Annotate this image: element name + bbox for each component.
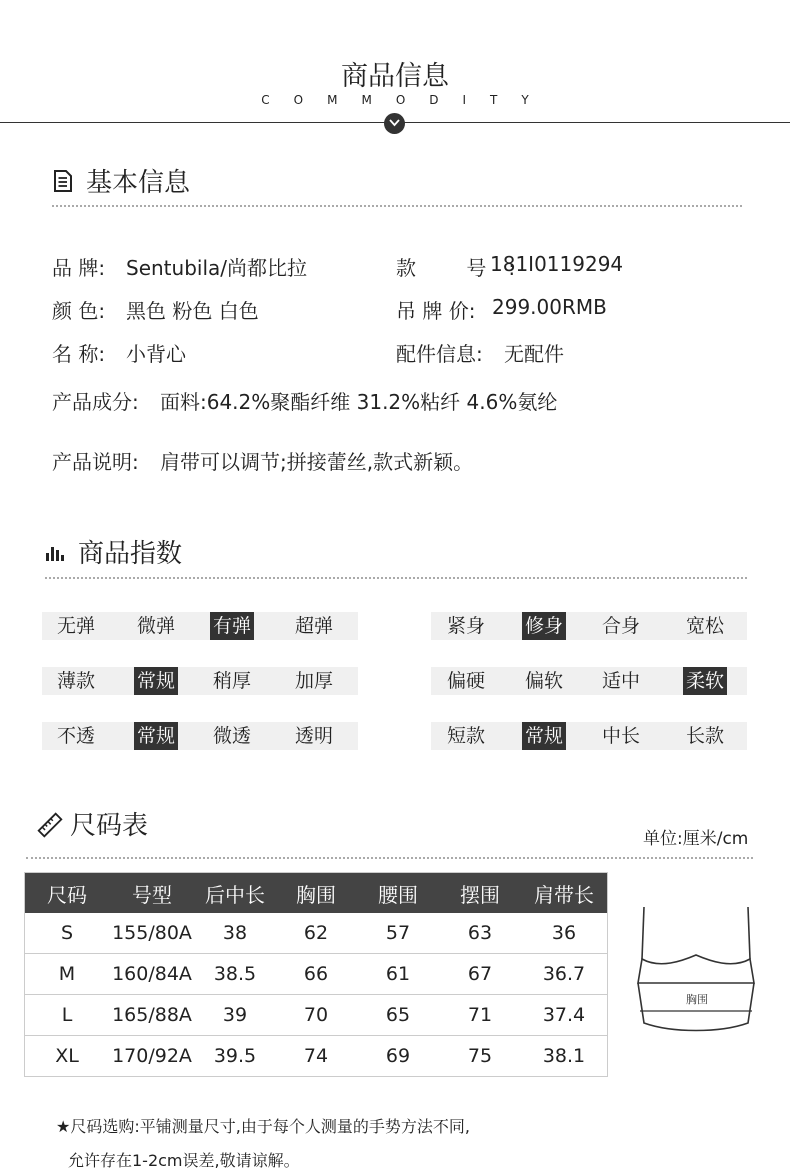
header-chest: 胸围 (275, 873, 357, 914)
cell: 69 (357, 1036, 439, 1077)
cell: 165/88A (109, 995, 195, 1036)
cell: 71 (439, 995, 521, 1036)
name-label: 名 称: (52, 342, 106, 366)
brand-value: Sentubila/尚都比拉 (126, 256, 307, 280)
garment-diagram (632, 903, 760, 1035)
table-row (25, 913, 608, 954)
cell: 75 (439, 1036, 521, 1077)
cell: 155/80A (112, 922, 192, 944)
header-size: 尺码 (25, 873, 110, 914)
color-value: 黑色 粉色 白色 (126, 299, 259, 323)
color-label: 颜 色: (52, 299, 106, 323)
cell: 65 (357, 995, 439, 1036)
cell: L (25, 995, 110, 1036)
index-option: 宽松 (685, 615, 724, 637)
cell: 36 (551, 922, 577, 944)
table-row (25, 995, 608, 1036)
cell: 170/92A (109, 1036, 195, 1077)
index-option: 偏硬 (446, 670, 485, 692)
cell: 160/84A (109, 954, 195, 995)
cell: 67 (439, 954, 521, 995)
index-bar (431, 667, 747, 695)
index-option: 微弹 (136, 615, 175, 637)
cell: 36.7 (521, 954, 608, 995)
cell: 57 (385, 922, 411, 944)
chevron-down-icon (384, 113, 405, 134)
bar-chart-icon (45, 544, 65, 562)
size-table (24, 872, 608, 1077)
style-label-text: 款 号: (396, 256, 538, 280)
style-value: 181I0119294 (490, 252, 624, 276)
index-option: 稍厚 (212, 670, 251, 692)
unit-label: 单位:厘米/cm (643, 829, 749, 849)
index-option: 微透 (212, 725, 251, 747)
description-label: 产品说明: (52, 450, 139, 474)
size-note-line-1: ★尺码选购:平铺测量尺寸,由于每个人测量的手势方法不同, (56, 1117, 470, 1136)
divider-size (26, 857, 753, 859)
index-option: 不透 (56, 725, 95, 747)
index-option-selected: 常规 (522, 722, 566, 750)
header-model: 号型 (109, 873, 195, 914)
divider-basic (52, 205, 742, 207)
cell: 63 (467, 922, 493, 944)
index-option: 合身 (601, 615, 640, 637)
header-hem: 摆围 (439, 873, 521, 914)
composition-value: 面料:64.2%聚酯纤维 31.2%粘纤 4.6%氨纶 (160, 390, 558, 414)
accessory-label: 配件信息: (396, 342, 483, 366)
cell: 39.5 (195, 1036, 275, 1077)
index-option: 偏软 (524, 670, 563, 692)
index-option: 薄款 (56, 670, 95, 692)
index-option: 长款 (685, 725, 724, 747)
index-option: 中长 (601, 725, 640, 747)
table-row (25, 1036, 608, 1077)
cell: 37.4 (521, 995, 608, 1036)
accessory-value: 无配件 (504, 342, 564, 366)
index-bar (42, 612, 358, 640)
index-option: 无弹 (56, 615, 95, 637)
section-title-index: 商品指数 (78, 539, 183, 569)
name-value: 小背心 (126, 342, 186, 366)
cell: 62 (303, 922, 329, 944)
index-option-selected: 柔软 (683, 667, 727, 695)
index-option: 短款 (446, 725, 485, 747)
ruler-icon (37, 812, 63, 838)
index-option: 紧身 (446, 615, 485, 637)
index-option-selected: 修身 (522, 612, 566, 640)
cell: 74 (275, 1036, 357, 1077)
header-strap-length: 肩带长 (521, 873, 608, 914)
brand-label: 品 牌: (52, 256, 106, 280)
cell: M (25, 954, 110, 995)
price-value: 299.00RMB (492, 295, 607, 319)
section-title-basic: 基本信息 (86, 168, 191, 198)
index-bar (431, 612, 747, 640)
header-waist: 腰围 (357, 873, 439, 914)
page-title: 商品信息 (341, 61, 449, 92)
index-option: 适中 (601, 670, 640, 692)
cell: 39 (195, 995, 275, 1036)
index-bar (42, 722, 358, 750)
document-icon (53, 170, 73, 192)
cell: 70 (275, 995, 357, 1036)
description-value: 肩带可以调节;拼接蕾丝,款式新颖。 (160, 450, 474, 474)
cell: 38 (222, 922, 248, 944)
size-note-line-2: 允许存在1-2cm误差,敬请谅解。 (68, 1151, 300, 1170)
style-label (396, 252, 538, 281)
index-option: 超弹 (294, 615, 333, 637)
cell: XL (25, 1036, 110, 1077)
cell: 66 (275, 954, 357, 995)
index-option-selected: 常规 (134, 722, 178, 750)
table-header-row (25, 873, 608, 914)
cell: 61 (357, 954, 439, 995)
index-bar (42, 667, 358, 695)
section-title-size: 尺码表 (70, 811, 149, 841)
page-subtitle: COMMODITY (261, 93, 553, 107)
diagram-chest-label: 胸围 (686, 993, 708, 1006)
table-row (25, 954, 608, 995)
index-option: 透明 (294, 725, 333, 747)
composition-label: 产品成分: (52, 390, 139, 414)
cell: 38.1 (521, 1036, 608, 1077)
index-option-selected: 有弹 (210, 612, 254, 640)
cell: S (60, 922, 74, 944)
divider-index (45, 577, 747, 579)
index-bar (431, 722, 747, 750)
cell: 38.5 (195, 954, 275, 995)
index-option: 加厚 (294, 670, 333, 692)
header-back-length: 后中长 (195, 873, 275, 914)
price-label: 吊 牌 价: (396, 299, 476, 323)
index-option-selected: 常规 (134, 667, 178, 695)
